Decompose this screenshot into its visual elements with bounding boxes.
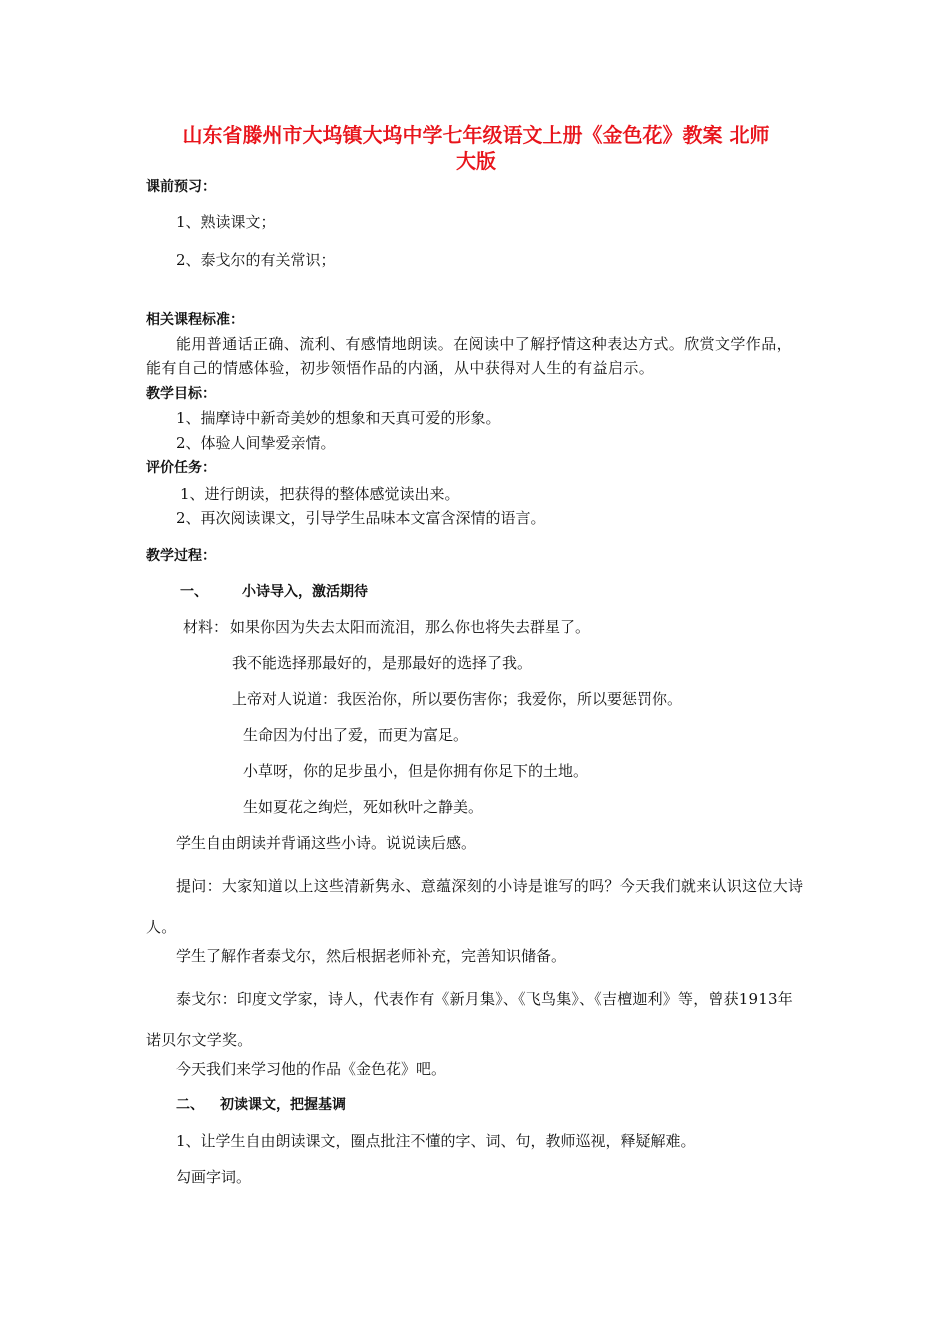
section1-paragraph-5: 今天我们来学习他的作品《金色花》吧。 [176, 1060, 447, 1078]
task-item-2: 2、再次阅读课文，引导学生品味本文富含深情的语言。 [176, 509, 546, 527]
standards-text: 能用普通话正确、流利、有感情地朗读。在阅读中了解抒情这种表达方式。欣赏文学作品，能有自己的情感体验，初步领悟作品的内涵，从中获得对人生的有益启示。 [146, 335, 793, 377]
section1-number: 一、 [180, 584, 208, 600]
section1-paragraph-3: 学生了解作者泰戈尔，然后根据老师补充，完善知识储备。 [176, 947, 567, 965]
document-title [140, 122, 812, 174]
section1-title: 小诗导入，激活期待 [242, 584, 368, 600]
title-line-2: 大版 [456, 149, 496, 173]
goals-heading: 教学目标： [146, 386, 216, 402]
material-label: 材料： [183, 618, 229, 636]
section1-paragraph-1: 学生自由朗读并背诵这些小诗。说说读后感。 [176, 834, 477, 852]
section2-paragraph-1: 1、让学生自由朗读课文，圈点批注不懂的字、词、句，教师巡视，释疑解难。 [176, 1132, 696, 1150]
preview-heading: 课前预习： [146, 179, 216, 195]
poem-line-6: 生如夏花之绚烂，死如秋叶之静美。 [243, 798, 484, 816]
section2-paragraph-2: 勾画字词。 [176, 1168, 252, 1186]
poem-line-1: 如果你因为失去太阳而流泪，那么你也将失去群星了。 [230, 618, 591, 636]
section2-title: 初读课文，把握基调 [220, 1097, 346, 1113]
goal-item-1: 1、揣摩诗中新奇美妙的想象和天真可爱的形象。 [176, 409, 501, 427]
poem-line-3: 上帝对人说道：我医治你，所以要伤害你；我爱你，所以要惩罚你。 [232, 690, 683, 708]
standards-heading: 相关课程标准： [146, 312, 244, 328]
section1-paragraph-2: 提问：大家知道以上这些清新隽永、意蕴深刻的小诗是谁写的吗？今天我们就来认识这位大诗人。 [146, 877, 804, 936]
process-heading: 教学过程： [146, 548, 216, 564]
preview-item-1: 1、熟读课文； [176, 213, 276, 231]
section2-number: 二、 [176, 1097, 204, 1113]
goal-item-2: 2、体验人间挚爱亲情。 [176, 434, 336, 452]
poem-line-4: 生命因为付出了爱，而更为富足。 [243, 726, 469, 744]
poem-line-2: 我不能选择那最好的，是那最好的选择了我。 [232, 654, 533, 672]
task-item-1: 1、进行朗读，把获得的整体感觉读出来。 [180, 485, 460, 503]
title-line-1: 山东省滕州市大坞镇大坞中学七年级语文上册《金色花》教案 北师 [182, 123, 770, 147]
poem-line-5: 小草呀，你的足步虽小，但是你拥有你足下的土地。 [243, 762, 589, 780]
section1-paragraph-4: 泰戈尔：印度文学家，诗人，代表作有《新月集》、《飞鸟集》、《吉檀迦利》等，曾获1913年诺贝尔文学奖。 [146, 990, 793, 1049]
preview-item-2: 2、泰戈尔的有关常识； [176, 251, 336, 269]
tasks-heading: 评价任务： [146, 460, 216, 476]
